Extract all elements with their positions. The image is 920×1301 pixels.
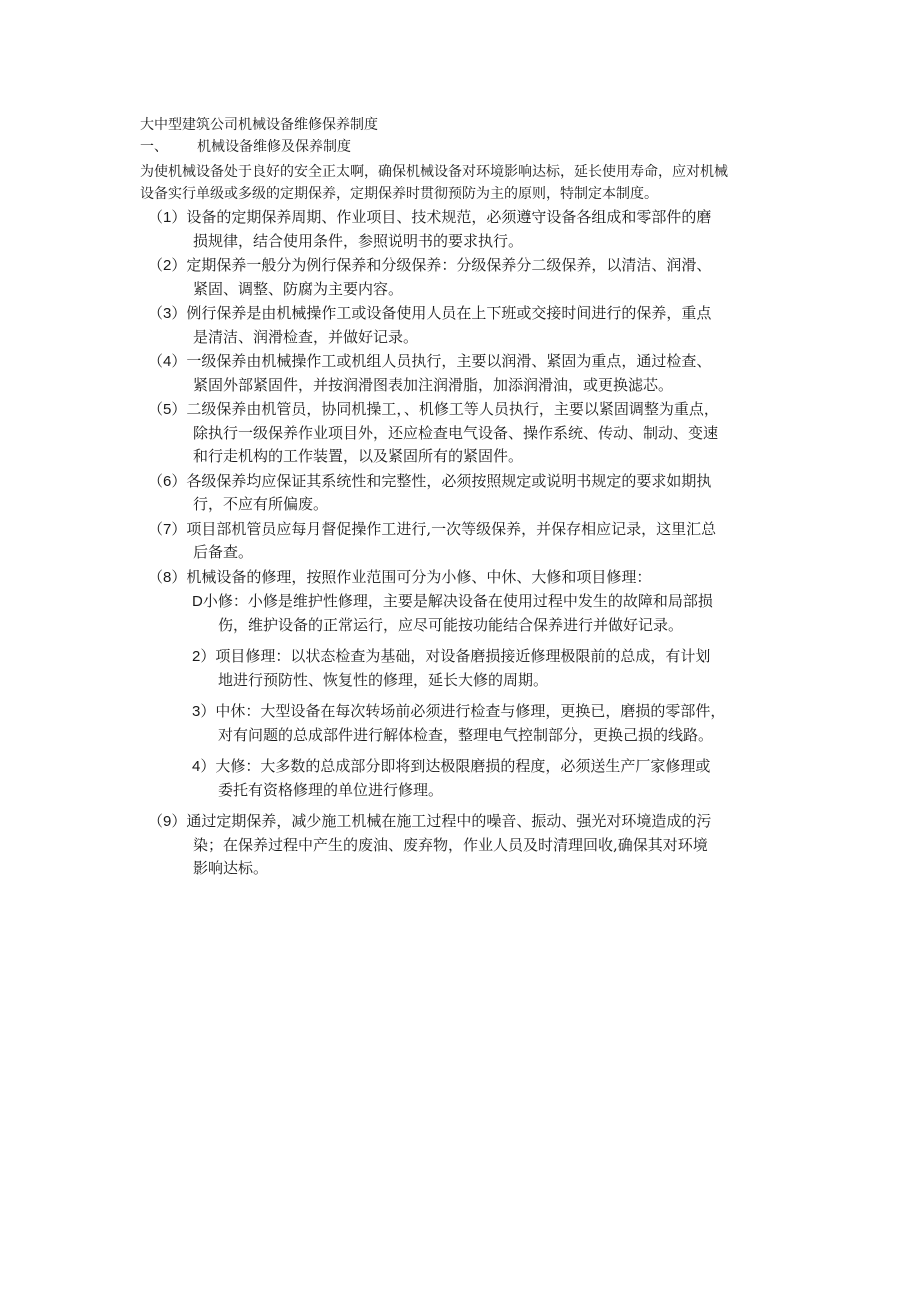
sub-item-text: 项目修理：以状态检查为基础，对设备磨损接近修理极限前的总成，有计划 (215, 647, 711, 665)
list-item (148, 470, 808, 517)
item-text: 是清洁、润滑检查，并做好记录。 (193, 327, 419, 346)
item-text: 各级保养均应保证其系统性和完整性，必须按照规定或说明书规定的要求如期执 (186, 471, 712, 490)
item-number: （4） (148, 353, 187, 370)
section-title: 机械设备维修及保养制度 (197, 139, 351, 155)
section-heading (140, 138, 351, 156)
intro-line: 设备实行单级或多级的定期保养，定期保养时贯彻预防为主的原则，特制定本制度。 (140, 186, 658, 202)
sub-item-text: 对有问题的总成部件进行解体检查，整理电气控制部分，更换己损的线路。 (218, 725, 714, 744)
item-text: 定期保养一般分为例行保养和分级保养：分级保养分二级保养，以清洁、润滑、 (186, 256, 712, 274)
item-number: （2） (148, 257, 187, 274)
item-text: 紧固外部紧固件，并按润滑图表加注润滑脂，加添润滑油，或更换滤芯。 (193, 375, 674, 394)
item-text: 项目部机管员应每月督促操作工进行,一次等级保养，并保存相应记录，这里汇总 (186, 519, 717, 538)
item-text: 除执行一级保养作业项目外，还应检查电气设备、操作系统、传动、制动、变速 (193, 423, 719, 442)
list-item (148, 350, 808, 397)
sub-item-text: 中休：大型设备在每次转场前必须进行检查与修理，更换已，磨损的零部件， (215, 702, 726, 720)
sub-item-text: 大修：大多数的总成部分即将到达极限磨损的程度，必须送生产厂家修理或 (215, 757, 711, 775)
item-text: 紧固、调整、防腐为主要内容。 (193, 279, 404, 298)
item-number: （3） (148, 305, 187, 322)
sub-item (148, 700, 808, 747)
list-item (148, 302, 808, 349)
sub-item-number: 4） (192, 758, 216, 775)
list-item (148, 206, 808, 253)
sub-item-text: 小修：小修是维护性修理，主要是解决设备在使用过程中发生的故障和局部损 (202, 592, 713, 610)
item-text: 设备的定期保养周期、作业项目、技术规范，必须遵守设备各组成和零部件的磨 (186, 208, 712, 226)
intro-paragraph (140, 161, 790, 205)
item-number: （7） (148, 520, 187, 538)
sub-item-text: 伤，维护设备的正常运行，应尽可能按功能结合保养进行并做好记录。 (218, 615, 684, 634)
item-text: 后备查。 (193, 543, 254, 561)
list-item (148, 518, 808, 565)
item-number: （8） (148, 568, 187, 586)
section-number: 一、 (140, 139, 168, 155)
list-item (148, 810, 808, 881)
sub-item-number: 2） (192, 648, 216, 665)
item-text: 例行保养是由机械操作工或设备使用人员在上下班或交接时间进行的保养，重点 (186, 304, 712, 322)
item-text: 和行走机构的工作装置，以及紧固所有的紧固件。 (193, 447, 524, 465)
list-item (148, 566, 808, 590)
item-text: 行，不应有所偏废。 (193, 495, 329, 513)
item-text: 二级保养由机管员，协同机操工，、机修工等人员执行，主要以紧固调整为重点， (186, 400, 719, 418)
item-text: 机械设备的修理，按照作业范围可分为小修、中休、大修和项目修理： (186, 567, 652, 586)
intro-line: 为使机械设备处于良好的安全正太啊，确保机械设备对环境影响达标，延长使用寿命，应对机械 (140, 164, 728, 180)
sub-item-number: 3） (192, 703, 216, 720)
item-number: （6） (148, 472, 187, 490)
sub-item-text: 地进行预防性、恢复性的修理，延长大修的周期。 (218, 670, 549, 689)
item-number: （9） (148, 813, 187, 830)
list-item (148, 254, 808, 301)
list-item (148, 398, 808, 469)
item-text: 通过定期保养，减少施工机械在施工过程中的噪音、振动、强光对环境造成的污 (186, 812, 712, 830)
sub-item (148, 645, 808, 692)
document-title: 大中型建筑公司机械设备维修保养制度 (140, 117, 378, 133)
item-number: （5） (148, 401, 187, 418)
item-text: 影响达标。 (193, 859, 269, 877)
sub-item-number: D (192, 593, 203, 610)
item-list (148, 206, 808, 882)
sub-item (148, 590, 808, 637)
item-text: 一级保养由机械操作工或机组人员执行，主要以润滑、紧固为重点，通过检查、 (186, 352, 712, 370)
item-number: （1） (148, 209, 187, 226)
sub-item (148, 755, 808, 802)
item-text: 染；在保养过程中产生的废油、废弃物，作业人员及时清理回收,确保其对环境 (193, 835, 708, 854)
item-text: 损规律，结合使用条件，参照说明书的要求执行。 (193, 231, 524, 250)
sub-item-text: 委托有资格修理的单位进行修理。 (218, 780, 444, 799)
